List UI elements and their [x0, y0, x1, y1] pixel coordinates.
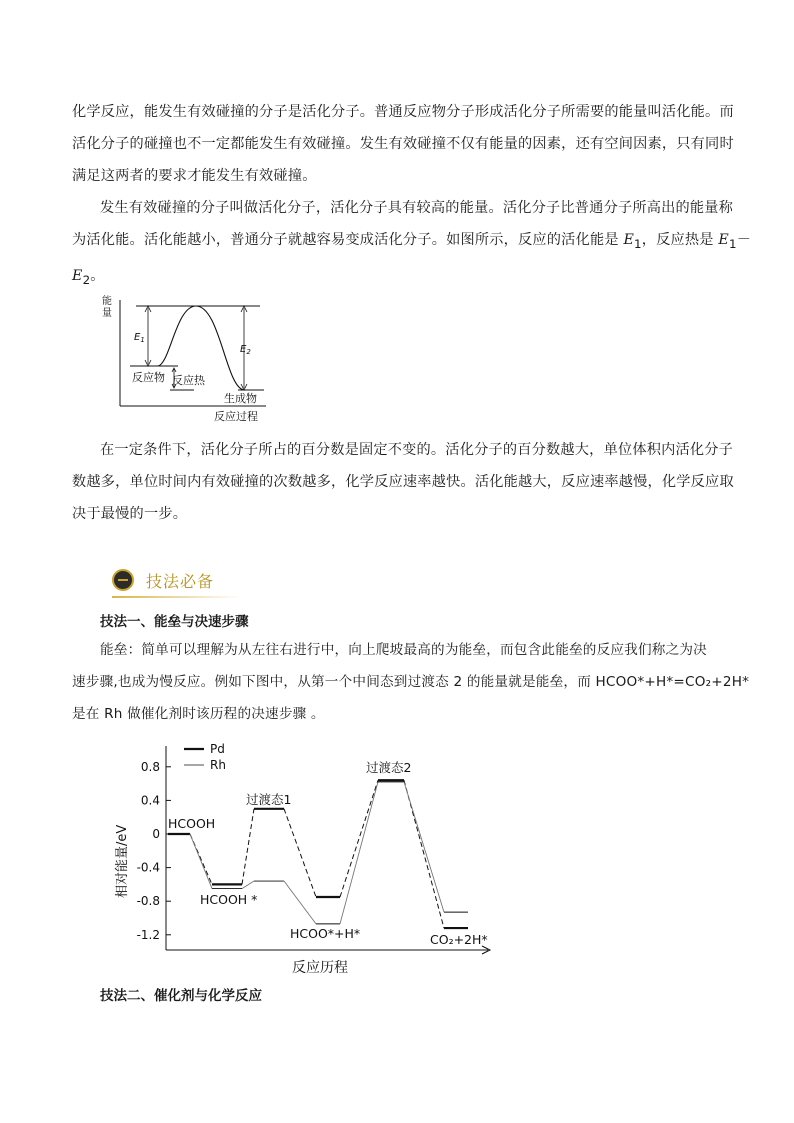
rh-connector: [190, 834, 212, 889]
x-axis-label: 反应历程: [292, 960, 348, 976]
y-axis-label: 能: [102, 296, 112, 307]
y-tick-label: 0.8: [140, 759, 160, 774]
section-heading: [112, 566, 214, 594]
state-label: 过渡态1: [246, 792, 292, 807]
pd-connector: [340, 780, 378, 897]
text-line: 决于最慢的一步。: [72, 506, 188, 522]
text-line: 数越多，单位时间内有效碰撞的次数越多，化学反应速率越快。活化能越大，反应速率越慢，化学反应取: [72, 474, 734, 490]
y-tick-label: -0.8: [136, 894, 160, 909]
paragraph-1: [72, 96, 734, 192]
state-label: CO₂+2H*: [430, 932, 488, 947]
heat-label: 反应热: [172, 374, 205, 387]
section-underline: [112, 596, 242, 598]
technique-2-heading: 技法二、催化剂与化学反应: [100, 988, 262, 1004]
pd-connector: [242, 809, 254, 885]
y-axis-label: 量: [102, 308, 112, 319]
state-label: HCOO*+H*: [290, 926, 361, 941]
legend-rh-label: Rh: [210, 758, 226, 772]
text-line: 化学反应，能发生有效碰撞的分子是活化分子。普通反应物分子形成活化分子所需要的能量叫活化能。而: [72, 104, 734, 120]
y-axis-label: 相对能量/eV: [115, 824, 130, 898]
section-title: 技法必备: [146, 571, 215, 591]
legend: [184, 742, 226, 772]
paragraph-3: [72, 434, 734, 530]
rh-connector: [242, 881, 254, 889]
text-line: 为活化能。活化能越小，普通分子就越容易变成活化分子。如图所示，反应的活化能是 $E_1$，反应热是 $E_1-$: [72, 232, 752, 251]
text-line: $E_2$。: [72, 267, 105, 287]
state-label: HCOOH: [168, 816, 216, 831]
legend-pd-label: Pd: [210, 742, 225, 756]
energy-diagram: [98, 292, 268, 424]
text-line: 是在 Rh 做催化剂时该历程的决速步骤 。: [72, 706, 325, 722]
rh-connector: [340, 782, 378, 924]
state-label: 过渡态2: [366, 760, 412, 775]
state-label: HCOOH *: [200, 892, 258, 907]
paragraph-4: [72, 634, 750, 730]
y-tick-label: 0.4: [140, 793, 160, 808]
y-tick-label: -0.4: [136, 860, 160, 875]
text-line: 满足这两者的要求才能发生有效碰撞。: [72, 168, 317, 184]
text-line: 活化分子的碰撞也不一定都能发生有效碰撞。发生有效碰撞不仅有能量的因素，还有空间因素，只有同时: [72, 136, 734, 152]
reaction-energy-chart: [108, 738, 508, 978]
paragraph-2: [72, 192, 752, 296]
y-tick-label: 0: [152, 827, 160, 841]
text-line: 在一定条件下，活化分子所占的百分数是固定不变的。活化分子的百分数越大，单位体积内活化分子: [100, 442, 734, 458]
e1-label: $E_1$: [134, 332, 145, 344]
pd-connector: [284, 809, 316, 897]
reactant-label: 反应物: [132, 371, 165, 384]
text-line: 能垒：简单可以理解为从左往右进行中，向上爬坡最高的为能垒，而包含此能垒的反应我们称之为决: [100, 642, 707, 658]
rh-connector: [284, 881, 316, 924]
e2-label: $E_2$: [240, 344, 251, 356]
y-tick-label: -1.2: [136, 927, 160, 942]
text-line: 速步骤,也成为慢反应。例如下图中，从第一个中间态到过渡态 2 的能量就是能垒，而 HCOO*+H*=CO₂+2H*: [72, 674, 750, 690]
section-bullet-icon: [112, 569, 134, 591]
product-label: 生成物: [224, 392, 257, 405]
technique-1-heading: 技法一、能垒与决速步骤: [100, 614, 249, 630]
rh-connector: [404, 782, 444, 912]
text-line: 发生有效碰撞的分子叫做活化分子，活化分子具有较高的能量。活化分子比普通分子所高出的能量称: [100, 200, 734, 216]
x-axis-label: 反应过程: [214, 410, 258, 423]
